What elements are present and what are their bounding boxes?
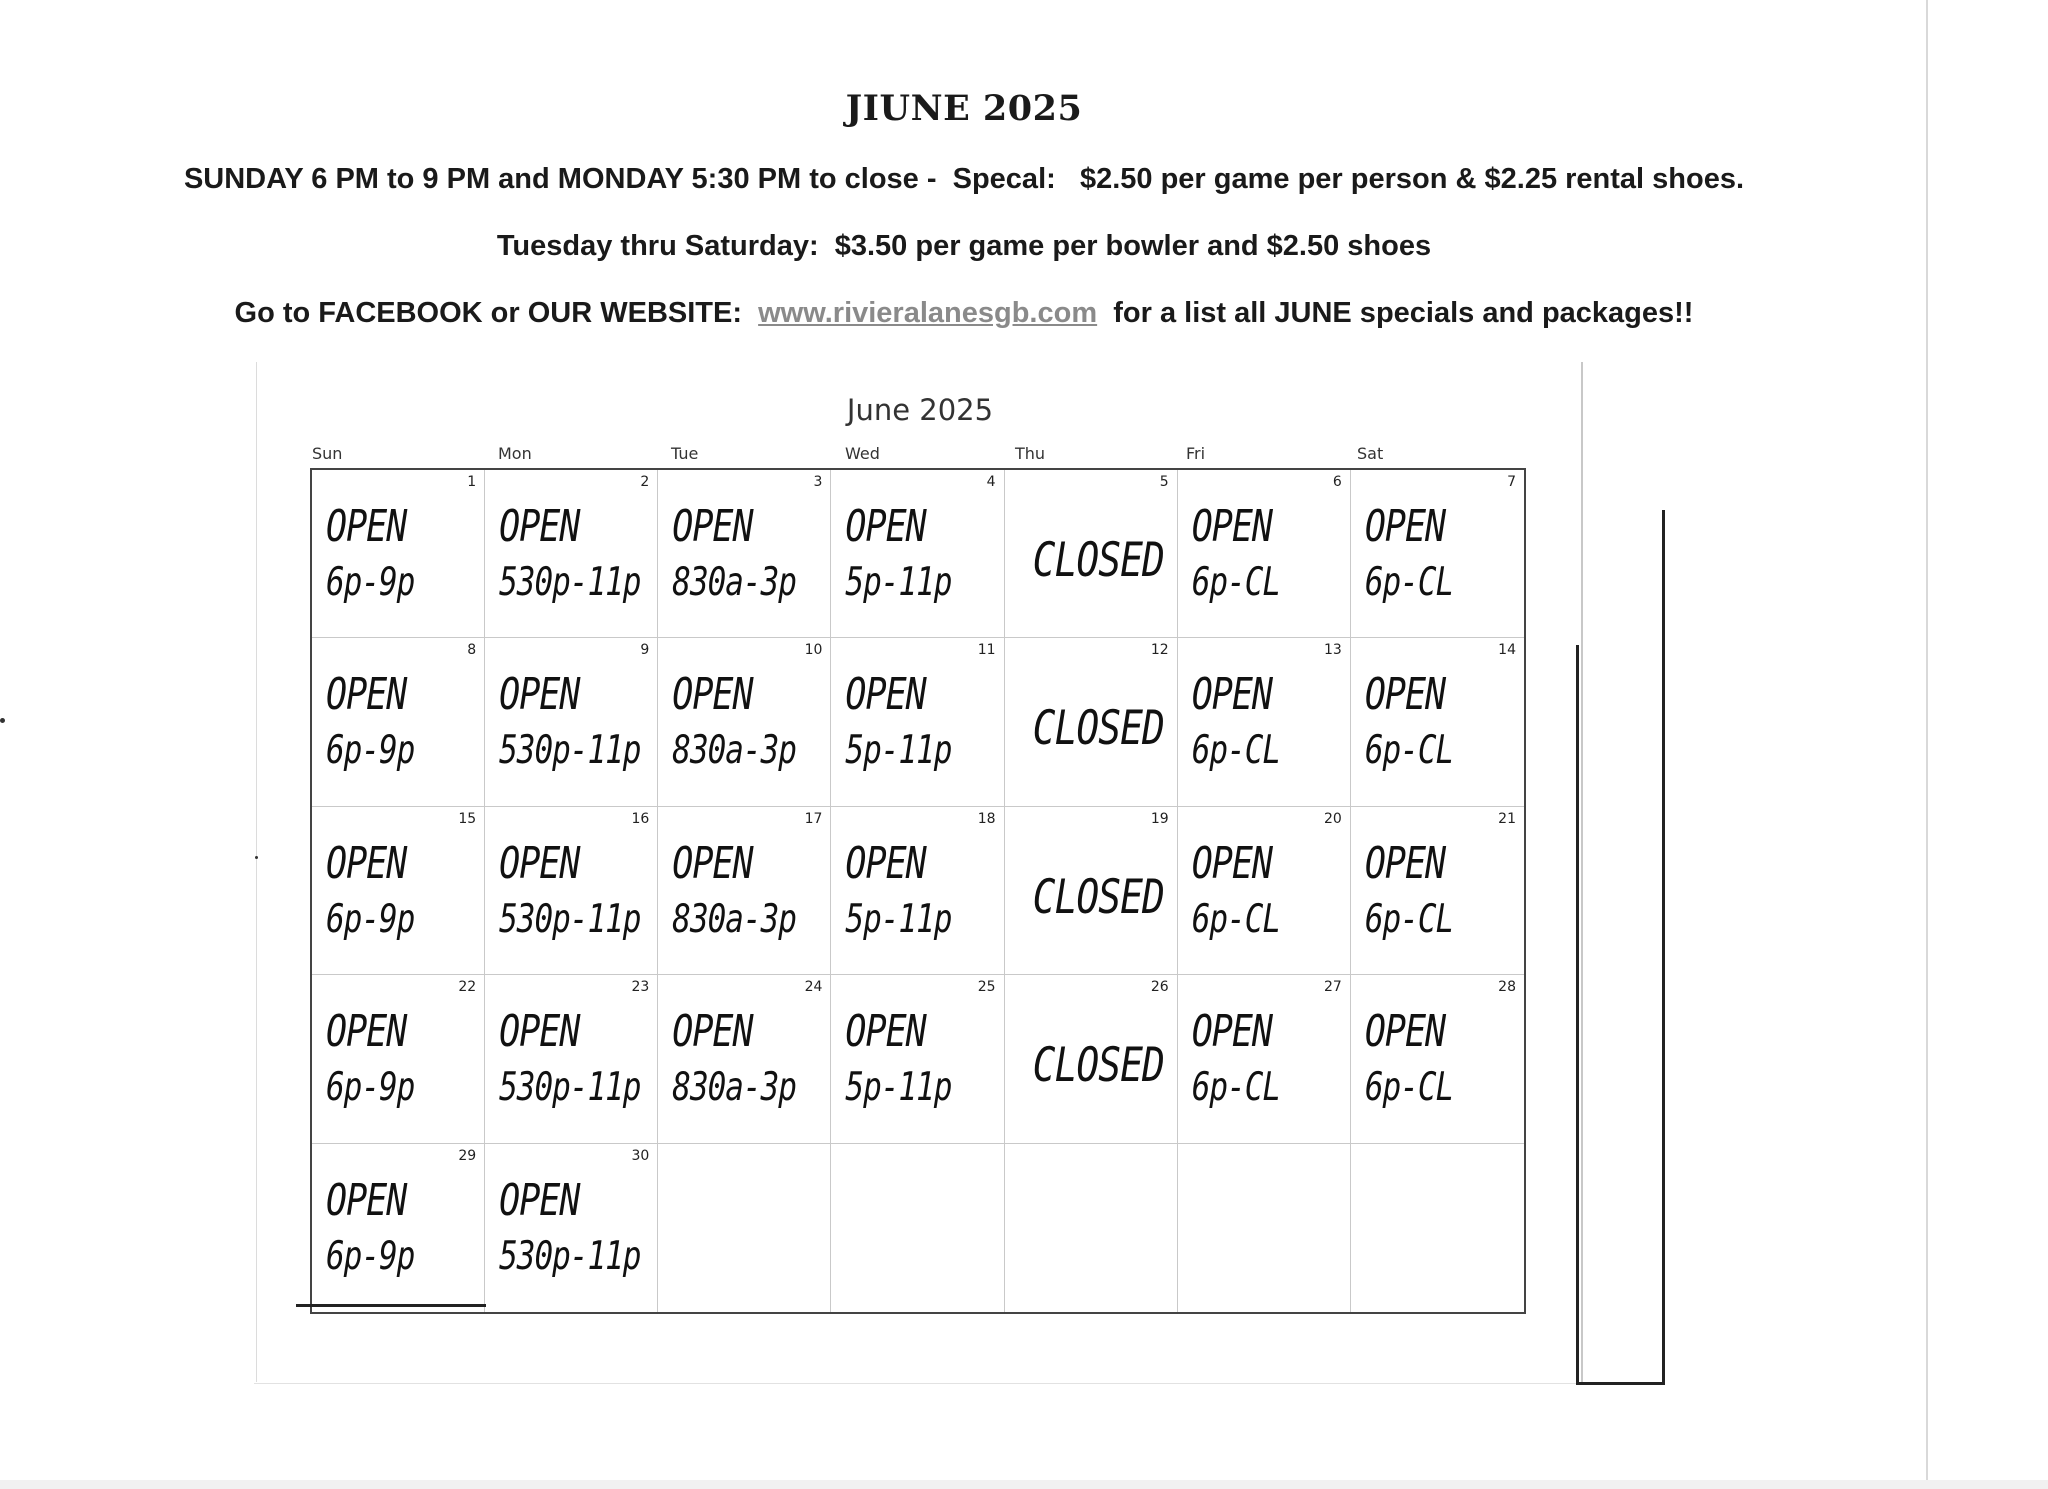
weekday-sun: Sun — [312, 444, 343, 463]
calendar-day-cell — [831, 638, 1004, 806]
calendar-day-cell — [485, 638, 658, 806]
day-number: 9 — [640, 642, 650, 659]
day-status: OPEN — [845, 1007, 926, 1058]
scan-speck — [0, 718, 5, 723]
day-hours: 5p-11p — [845, 560, 952, 605]
calendar-day-cell — [831, 807, 1004, 975]
page-title: JIUNE 2025 — [845, 88, 1083, 129]
day-number: 24 — [804, 979, 823, 996]
calendar-day-cell — [1351, 638, 1524, 806]
day-number: 18 — [977, 810, 996, 827]
day-number: 26 — [1150, 979, 1169, 996]
calendar-day-cell — [1178, 470, 1351, 638]
day-status: OPEN — [672, 1007, 753, 1058]
weekday-header — [310, 444, 1530, 468]
calendar-day-cell — [485, 807, 658, 975]
calendar-day-cell — [1351, 470, 1524, 638]
weekday-fri: Fri — [1186, 444, 1206, 463]
calendar-day-cell — [1005, 470, 1178, 638]
calendar-day-cell — [658, 807, 831, 975]
day-number: 30 — [631, 1147, 650, 1164]
day-hours: 530p-11p — [499, 560, 641, 605]
day-hours: 5p-11p — [845, 728, 952, 774]
calendar-day-cell — [485, 1144, 658, 1312]
day-number: 3 — [813, 474, 823, 490]
day-hours: 6p-CL — [1191, 1065, 1281, 1111]
calendar-day-cell — [485, 470, 658, 638]
day-status: OPEN — [1364, 1007, 1446, 1058]
day-hours: 6p-CL — [1364, 560, 1454, 605]
calendar-empty-cell — [658, 1144, 831, 1312]
calendar-day-cell — [658, 470, 831, 638]
day-number: 8 — [467, 642, 477, 659]
day-number: 29 — [458, 1147, 477, 1164]
weekday-mon: Mon — [498, 444, 532, 463]
day-status: CLOSED — [1032, 700, 1164, 756]
day-hours: 6p-CL — [1364, 1065, 1454, 1111]
calendar-day-cell — [312, 975, 485, 1143]
calendar-day-cell — [1178, 975, 1351, 1143]
scan-artifact-line — [1662, 510, 1665, 1384]
day-hours: 6p-9p — [326, 1065, 415, 1111]
website-line-suffix: for a list all JUNE specials and packages!! — [1097, 297, 1694, 329]
day-status: OPEN — [326, 838, 407, 889]
day-number: 15 — [458, 810, 477, 827]
day-status: OPEN — [1191, 502, 1272, 552]
day-status: OPEN — [1364, 838, 1446, 889]
day-hours: 530p-11p — [499, 896, 641, 942]
scan-frame-left — [256, 362, 257, 1382]
day-hours: 6p-9p — [326, 728, 415, 774]
calendar-grid — [310, 468, 1526, 1314]
day-number: 25 — [977, 979, 996, 996]
day-status: OPEN — [1364, 502, 1446, 552]
day-number: 1 — [467, 474, 477, 490]
day-status: OPEN — [845, 502, 926, 552]
day-number: 7 — [1507, 474, 1516, 490]
day-status: OPEN — [1191, 1007, 1272, 1058]
day-number: 11 — [977, 642, 996, 659]
calendar-day-cell — [1005, 975, 1178, 1143]
day-number: 28 — [1498, 979, 1516, 996]
day-number: 21 — [1498, 810, 1516, 827]
day-number: 14 — [1498, 642, 1516, 659]
day-status: CLOSED — [1032, 532, 1164, 587]
weekday-wed: Wed — [845, 444, 880, 463]
day-status: CLOSED — [1032, 1037, 1164, 1093]
calendar-day-cell — [1351, 807, 1524, 975]
day-status: OPEN — [326, 1007, 407, 1058]
day-status: OPEN — [499, 1007, 580, 1058]
paper-edge-right — [1926, 0, 1928, 1489]
weekday-tue: Tue — [671, 444, 699, 463]
day-number: 12 — [1150, 642, 1169, 659]
scan-artifact-line — [1576, 1382, 1665, 1385]
day-status: OPEN — [499, 670, 580, 721]
calendar-day-cell — [312, 1144, 485, 1312]
weekday-sat: Sat — [1357, 444, 1384, 463]
day-hours: 530p-11p — [499, 728, 641, 774]
day-hours: 6p-CL — [1191, 896, 1281, 942]
day-hours: 5p-11p — [845, 896, 952, 942]
day-hours: 6p-CL — [1191, 728, 1281, 774]
day-status: OPEN — [499, 838, 580, 889]
day-status: OPEN — [499, 1175, 580, 1226]
scan-artifact-line — [296, 1304, 486, 1307]
day-hours: 6p-9p — [326, 896, 415, 942]
day-status: CLOSED — [1032, 868, 1164, 924]
pricing-line-weekday: Tuesday thru Saturday: $3.50 per game per bowler and $2.50 shoes — [496, 230, 1432, 262]
calendar-empty-cell — [831, 1144, 1004, 1312]
scan-artifact-line — [1576, 645, 1579, 1385]
scan-frame-right — [1581, 362, 1583, 1382]
day-hours: 830a-3p — [672, 560, 796, 605]
calendar-day-cell — [831, 470, 1004, 638]
day-status: OPEN — [499, 502, 580, 552]
day-hours: 6p-CL — [1191, 560, 1281, 605]
day-number: 22 — [458, 979, 477, 996]
day-status: OPEN — [672, 838, 753, 889]
day-status: OPEN — [845, 838, 926, 889]
day-hours: 530p-11p — [499, 1233, 641, 1279]
day-number: 17 — [804, 810, 823, 827]
day-status: OPEN — [672, 670, 753, 721]
scan-speck — [255, 856, 258, 859]
day-number: 10 — [804, 642, 823, 659]
day-status: OPEN — [326, 1175, 407, 1226]
calendar-empty-cell — [1005, 1144, 1178, 1312]
calendar-day-cell — [1178, 638, 1351, 806]
day-number: 4 — [986, 474, 996, 490]
day-status: OPEN — [672, 502, 753, 552]
day-hours: 830a-3p — [672, 896, 796, 942]
calendar-day-cell — [312, 470, 485, 638]
day-hours: 830a-3p — [672, 728, 796, 774]
website-line — [0, 297, 1928, 330]
day-number: 5 — [1159, 474, 1169, 490]
day-hours: 5p-11p — [845, 1065, 952, 1111]
website-line-prefix: Go to FACEBOOK or OUR WEBSITE: — [234, 297, 759, 329]
website-link[interactable]: www.rivieralanesgb.com — [758, 297, 1098, 329]
day-status: OPEN — [845, 670, 926, 721]
calendar-day-cell — [312, 638, 485, 806]
day-number: 16 — [631, 810, 650, 827]
calendar-empty-cell — [1178, 1144, 1351, 1312]
day-number: 20 — [1324, 810, 1342, 827]
day-status: OPEN — [326, 670, 407, 721]
day-hours: 6p-CL — [1364, 896, 1454, 942]
day-number: 13 — [1324, 642, 1342, 659]
day-hours: 6p-CL — [1364, 728, 1454, 774]
calendar-day-cell — [658, 638, 831, 806]
calendar-day-cell — [831, 975, 1004, 1143]
day-number: 6 — [1332, 474, 1342, 490]
paper-edge-bottom — [0, 1480, 2048, 1489]
day-status: OPEN — [1191, 838, 1272, 889]
day-number: 23 — [631, 979, 650, 996]
calendar-day-cell — [1351, 975, 1524, 1143]
calendar-day-cell — [1005, 638, 1178, 806]
day-status: OPEN — [1364, 670, 1446, 721]
day-hours: 830a-3p — [672, 1065, 796, 1111]
day-status: OPEN — [326, 502, 407, 552]
calendar-day-cell — [1178, 807, 1351, 975]
day-hours: 6p-9p — [326, 1233, 415, 1279]
day-hours: 6p-9p — [326, 560, 415, 605]
calendar-day-cell — [658, 975, 831, 1143]
calendar-title: June 2025 — [846, 393, 994, 427]
day-number: 2 — [640, 474, 650, 490]
day-status: OPEN — [1191, 670, 1272, 721]
calendar-day-cell — [312, 807, 485, 975]
calendar-empty-cell — [1351, 1144, 1524, 1312]
scan-frame-bottom — [254, 1383, 1584, 1384]
weekday-thu: Thu — [1015, 444, 1046, 463]
day-number: 19 — [1150, 810, 1169, 827]
calendar-day-cell — [1005, 807, 1178, 975]
day-number: 27 — [1324, 979, 1342, 996]
calendar-day-cell — [485, 975, 658, 1143]
pricing-line-weekend: SUNDAY 6 PM to 9 PM and MONDAY 5:30 PM to close - Specal: $2.50 per game per person & $2.25 rental shoes. — [183, 163, 1745, 195]
day-hours: 530p-11p — [499, 1065, 641, 1111]
